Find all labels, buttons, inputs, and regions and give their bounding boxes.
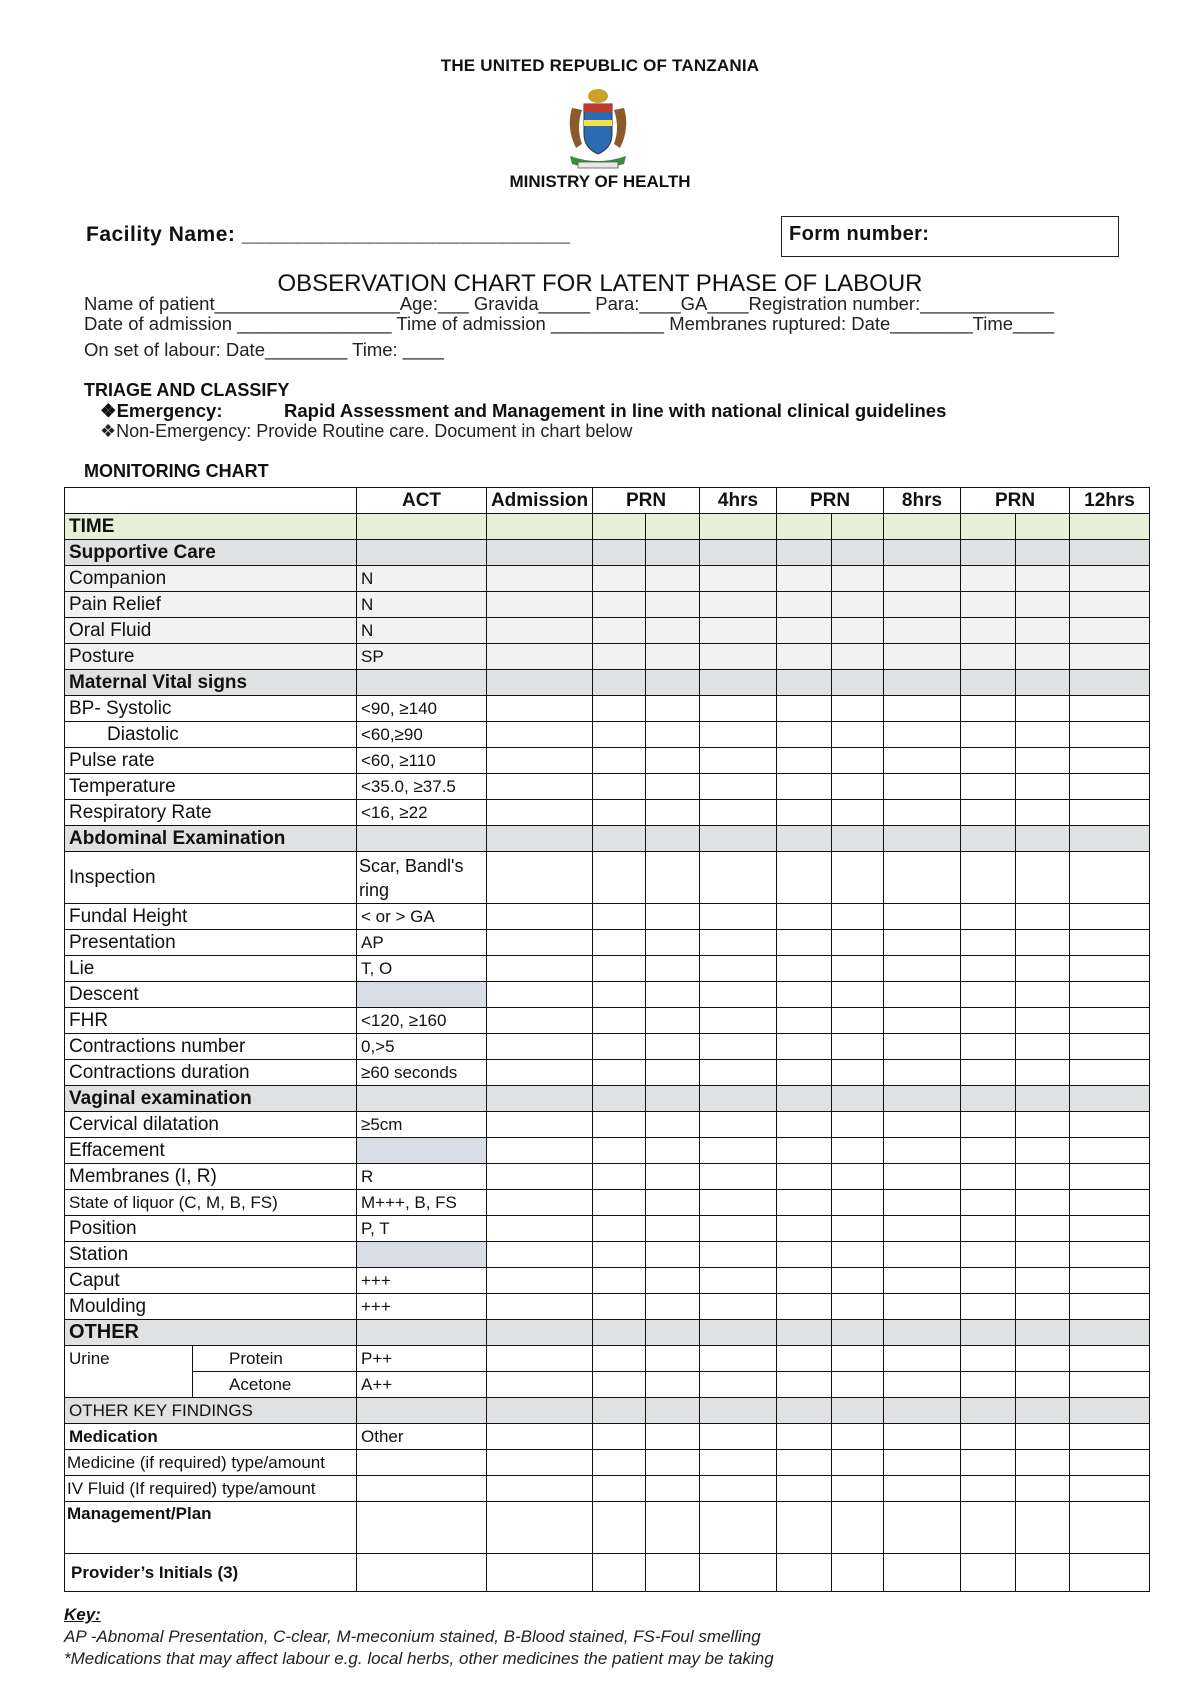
monitoring-chart-heading: MONITORING CHART <box>84 461 269 481</box>
act-value: <60, ≥110 <box>357 748 487 774</box>
act-value <box>357 1138 487 1164</box>
table-row <box>65 722 1150 748</box>
row-label: Cervical dilatation <box>65 1112 357 1138</box>
table-row <box>65 982 1150 1008</box>
row-label: Temperature <box>65 774 357 800</box>
act-value <box>357 982 487 1008</box>
section-row <box>65 1320 1150 1346</box>
act-value: <60,≥90 <box>357 722 487 748</box>
table-row <box>65 800 1150 826</box>
col-prn-2: PRN <box>777 488 884 514</box>
row-label: Moulding <box>65 1294 357 1320</box>
form-number-box[interactable] <box>781 216 1119 257</box>
row-label: Diastolic <box>65 722 357 748</box>
coat-of-arms-icon <box>562 86 634 170</box>
patient-info-line-1[interactable]: Name of patient__________________Age:___ Gravida_____ Para:____GA____Registration number:_____________ <box>84 293 1054 314</box>
col-prn-1: PRN <box>593 488 700 514</box>
act-value: +++ <box>357 1268 487 1294</box>
table-row <box>65 1294 1150 1320</box>
table-row <box>65 1424 1150 1450</box>
act-value: A++ <box>357 1372 487 1398</box>
act-value: 0,>5 <box>357 1034 487 1060</box>
row-label: State of liquor (C, M, B, FS) <box>65 1190 357 1216</box>
table-row <box>65 1450 1150 1476</box>
act-value: AP <box>357 930 487 956</box>
emergency-item <box>100 400 947 422</box>
row-label: FHR <box>65 1008 357 1034</box>
row-label: Oral Fluid <box>65 618 357 644</box>
act-value: Scar, Bandl's ring <box>357 852 487 904</box>
chart-title: OBSERVATION CHART FOR LATENT PHASE OF LABOUR <box>277 270 923 297</box>
row-label: Caput <box>65 1268 357 1294</box>
section-row <box>65 670 1150 696</box>
row-label: Fundal Height <box>65 904 357 930</box>
time-row <box>65 514 1150 540</box>
act-value: <120, ≥160 <box>357 1008 487 1034</box>
col-8hrs: 8hrs <box>884 488 961 514</box>
table-row <box>65 1554 1150 1592</box>
act-value: +++ <box>357 1294 487 1320</box>
section-row <box>65 1086 1150 1112</box>
col-prn-3: PRN <box>961 488 1070 514</box>
act-value: M+++, B, FS <box>357 1190 487 1216</box>
ministry-heading: MINISTRY OF HEALTH <box>509 172 691 191</box>
abdominal-heading: Abdominal Examination <box>65 826 357 852</box>
row-label: Pulse rate <box>65 748 357 774</box>
col-4hrs: 4hrs <box>700 488 777 514</box>
table-row <box>65 566 1150 592</box>
table-row <box>65 1242 1150 1268</box>
patient-info-line-3[interactable]: On set of labour: Date________ Time: ____ <box>84 339 444 360</box>
act-value: T, O <box>357 956 487 982</box>
act-value: P++ <box>357 1346 487 1372</box>
act-value: P, T <box>357 1216 487 1242</box>
table-row <box>65 618 1150 644</box>
supportive-care-heading: Supportive Care <box>65 540 357 566</box>
table-row <box>65 852 1150 904</box>
row-label: Membranes (I, R) <box>65 1164 357 1190</box>
row-label: Respiratory Rate <box>65 800 357 826</box>
row-label: Station <box>65 1242 357 1268</box>
key-line-2: *Medications that may affect labour e.g. local herbs, other medicines the patient may be taking <box>64 1649 774 1668</box>
row-label: Management/Plan <box>65 1502 357 1554</box>
col-12hrs: 12hrs <box>1070 488 1150 514</box>
act-value: Other <box>357 1424 487 1450</box>
table-row <box>65 748 1150 774</box>
row-label: Contractions number <box>65 1034 357 1060</box>
row-label: Posture <box>65 644 357 670</box>
emergency-label: ❖Emergency: <box>100 400 223 421</box>
table-row <box>65 1346 1150 1372</box>
row-label: Effacement <box>65 1138 357 1164</box>
row-label: Provider’s Initials (3) <box>65 1554 357 1592</box>
key-label: Key: <box>64 1605 101 1624</box>
table-row <box>65 904 1150 930</box>
table-row <box>65 1060 1150 1086</box>
triage-heading: TRIAGE AND CLASSIFY <box>84 380 290 400</box>
table-row <box>65 1216 1150 1242</box>
act-value: N <box>357 592 487 618</box>
country-heading: THE UNITED REPUBLIC OF TANZANIA <box>440 56 760 75</box>
urine-label: Urine <box>65 1346 193 1398</box>
monitoring-chart-table <box>64 487 1150 1592</box>
vaginal-heading: Vaginal examination <box>65 1086 357 1112</box>
table-row <box>65 1372 1150 1398</box>
col-act: ACT <box>357 488 487 514</box>
row-label: Contractions duration <box>65 1060 357 1086</box>
act-value: SP <box>357 644 487 670</box>
row-label: Presentation <box>65 930 357 956</box>
table-row <box>65 956 1150 982</box>
row-label: IV Fluid (If required) type/amount <box>65 1476 357 1502</box>
row-label: Descent <box>65 982 357 1008</box>
time-label: TIME <box>65 514 357 540</box>
row-label: Lie <box>65 956 357 982</box>
patient-info-line-2[interactable]: Date of admission _______________ Time of admission ___________ Membranes ruptured: Date________Time____ <box>84 313 1055 334</box>
table-row <box>65 1008 1150 1034</box>
table-row <box>65 696 1150 722</box>
table-row <box>65 592 1150 618</box>
maternal-vitals-heading: Maternal Vital signs <box>65 670 357 696</box>
table-row <box>65 1190 1150 1216</box>
table-row <box>65 1164 1150 1190</box>
act-value: <16, ≥22 <box>357 800 487 826</box>
table-row <box>65 774 1150 800</box>
other-heading: OTHER <box>65 1320 357 1346</box>
act-value: R <box>357 1164 487 1190</box>
act-value: N <box>357 618 487 644</box>
row-label: Acetone <box>193 1372 357 1398</box>
row-label: Inspection <box>65 852 357 904</box>
act-value: N <box>357 566 487 592</box>
act-value: <90, ≥140 <box>357 696 487 722</box>
act-value <box>357 1242 487 1268</box>
row-label: Medication <box>65 1424 357 1450</box>
row-label: Position <box>65 1216 357 1242</box>
form-number-label: Form number: <box>789 223 930 245</box>
table-row <box>65 1112 1150 1138</box>
row-label: Protein <box>193 1346 357 1372</box>
facility-name-field[interactable]: Facility Name: ___________________________ <box>86 223 571 246</box>
table-row <box>65 1034 1150 1060</box>
section-row <box>65 826 1150 852</box>
key-line-1: AP -Abnomal Presentation, C-clear, M-meconium stained, B-Blood stained, FS-Foul smelling <box>64 1627 761 1646</box>
row-label: BP- Systolic <box>65 696 357 722</box>
table-row <box>65 930 1150 956</box>
table-row <box>65 1138 1150 1164</box>
non-emergency-item: ❖Non-Emergency: Provide Routine care. Document in chart below <box>100 421 633 441</box>
row-label: Pain Relief <box>65 592 357 618</box>
table-row <box>65 644 1150 670</box>
section-row <box>65 540 1150 566</box>
section-row <box>65 1398 1150 1424</box>
other-findings-heading: OTHER KEY FINDINGS <box>65 1398 357 1424</box>
emergency-text: Rapid Assessment and Management in line with national clinical guidelines <box>284 400 947 421</box>
act-value: <35.0, ≥37.5 <box>357 774 487 800</box>
table-row <box>65 1476 1150 1502</box>
col-admission: Admission <box>487 488 593 514</box>
row-label: Companion <box>65 566 357 592</box>
table-row <box>65 1502 1150 1554</box>
act-value: ≥60 seconds <box>357 1060 487 1086</box>
row-label: Medicine (if required) type/amount <box>65 1450 357 1476</box>
act-value: < or > GA <box>357 904 487 930</box>
act-value: ≥5cm <box>357 1112 487 1138</box>
column-header-row <box>65 488 1150 514</box>
table-row <box>65 1268 1150 1294</box>
